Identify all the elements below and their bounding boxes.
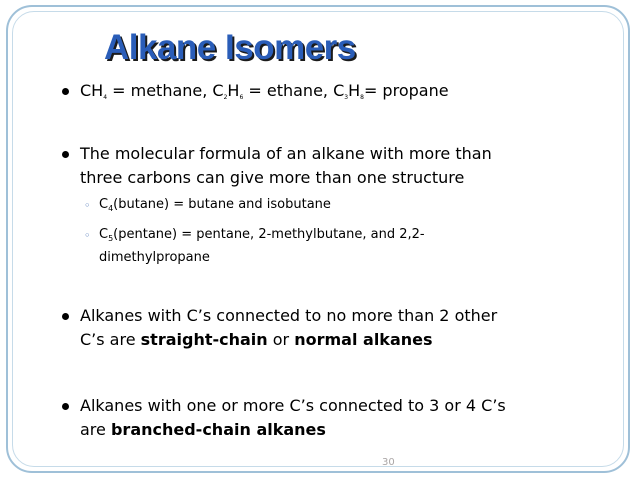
ch4-subscript: 4 (103, 94, 108, 101)
h-text-2: H (348, 81, 361, 100)
sub-bullet-marker-2: ◦ (84, 229, 91, 242)
straight-chain-term: straight-chain (140, 330, 268, 349)
bullet-4-line-2 (80, 419, 326, 441)
h6-subscript: 6 (239, 94, 244, 101)
bullet-2-line-2: three carbons can give more than one structure (80, 168, 465, 187)
c5-subscript: 5 (108, 234, 114, 243)
bullet-4-line-1: Alkanes with one or more C’s connected to 3 or 4 C’s (80, 396, 506, 415)
h-text: H (227, 81, 240, 100)
sub-item-butane (99, 195, 331, 219)
c4-subscript: 4 (108, 204, 114, 213)
bullet-4-pre-text: are (80, 420, 111, 439)
sub-item-pentane-line-2: dimethylpropane (99, 250, 210, 265)
normal-alkanes-term: normal alkanes (294, 330, 433, 349)
c5-text: C (99, 227, 109, 242)
ch4-text: CH (80, 81, 104, 100)
bullet-dot-4 (62, 403, 69, 410)
bullet-3-mid-text: or (267, 330, 295, 349)
sub-bullet-marker-1: ◦ (84, 199, 91, 212)
ethane-text: = ethane, C (243, 81, 345, 100)
branched-chain-term: branched-chain alkanes (110, 420, 326, 439)
methane-text: = methane, C (107, 81, 224, 100)
bullet-3-pre-text: C’s are (80, 330, 141, 349)
c4-text: C (99, 197, 109, 212)
bullet-2-line-1: The molecular formula of an alkane with more than (80, 144, 492, 163)
page-number: 30 (382, 457, 395, 468)
bullet-3-line-1: Alkanes with C’s connected to no more than 2 other (80, 306, 498, 325)
sub-item-pentane (99, 225, 425, 249)
slide-title: Alkane Isomers (104, 28, 356, 67)
bullet-dot-1 (62, 88, 69, 95)
c2-subscript: 2 (223, 94, 228, 101)
butane-rest-text: (butane) = butane and isobutane (113, 197, 331, 212)
c3-subscript: 3 (344, 94, 349, 101)
bullet-1-text (80, 80, 449, 109)
h8-subscript: 8 (360, 94, 364, 101)
pentane-rest-text: (pentane) = pentane, 2-methylbutane, and 2,2- (113, 227, 425, 242)
propane-text: = propane (363, 81, 449, 100)
bullet-dot-3 (62, 313, 69, 320)
bullet-3-line-2 (80, 329, 433, 351)
bullet-dot-2 (62, 151, 69, 158)
